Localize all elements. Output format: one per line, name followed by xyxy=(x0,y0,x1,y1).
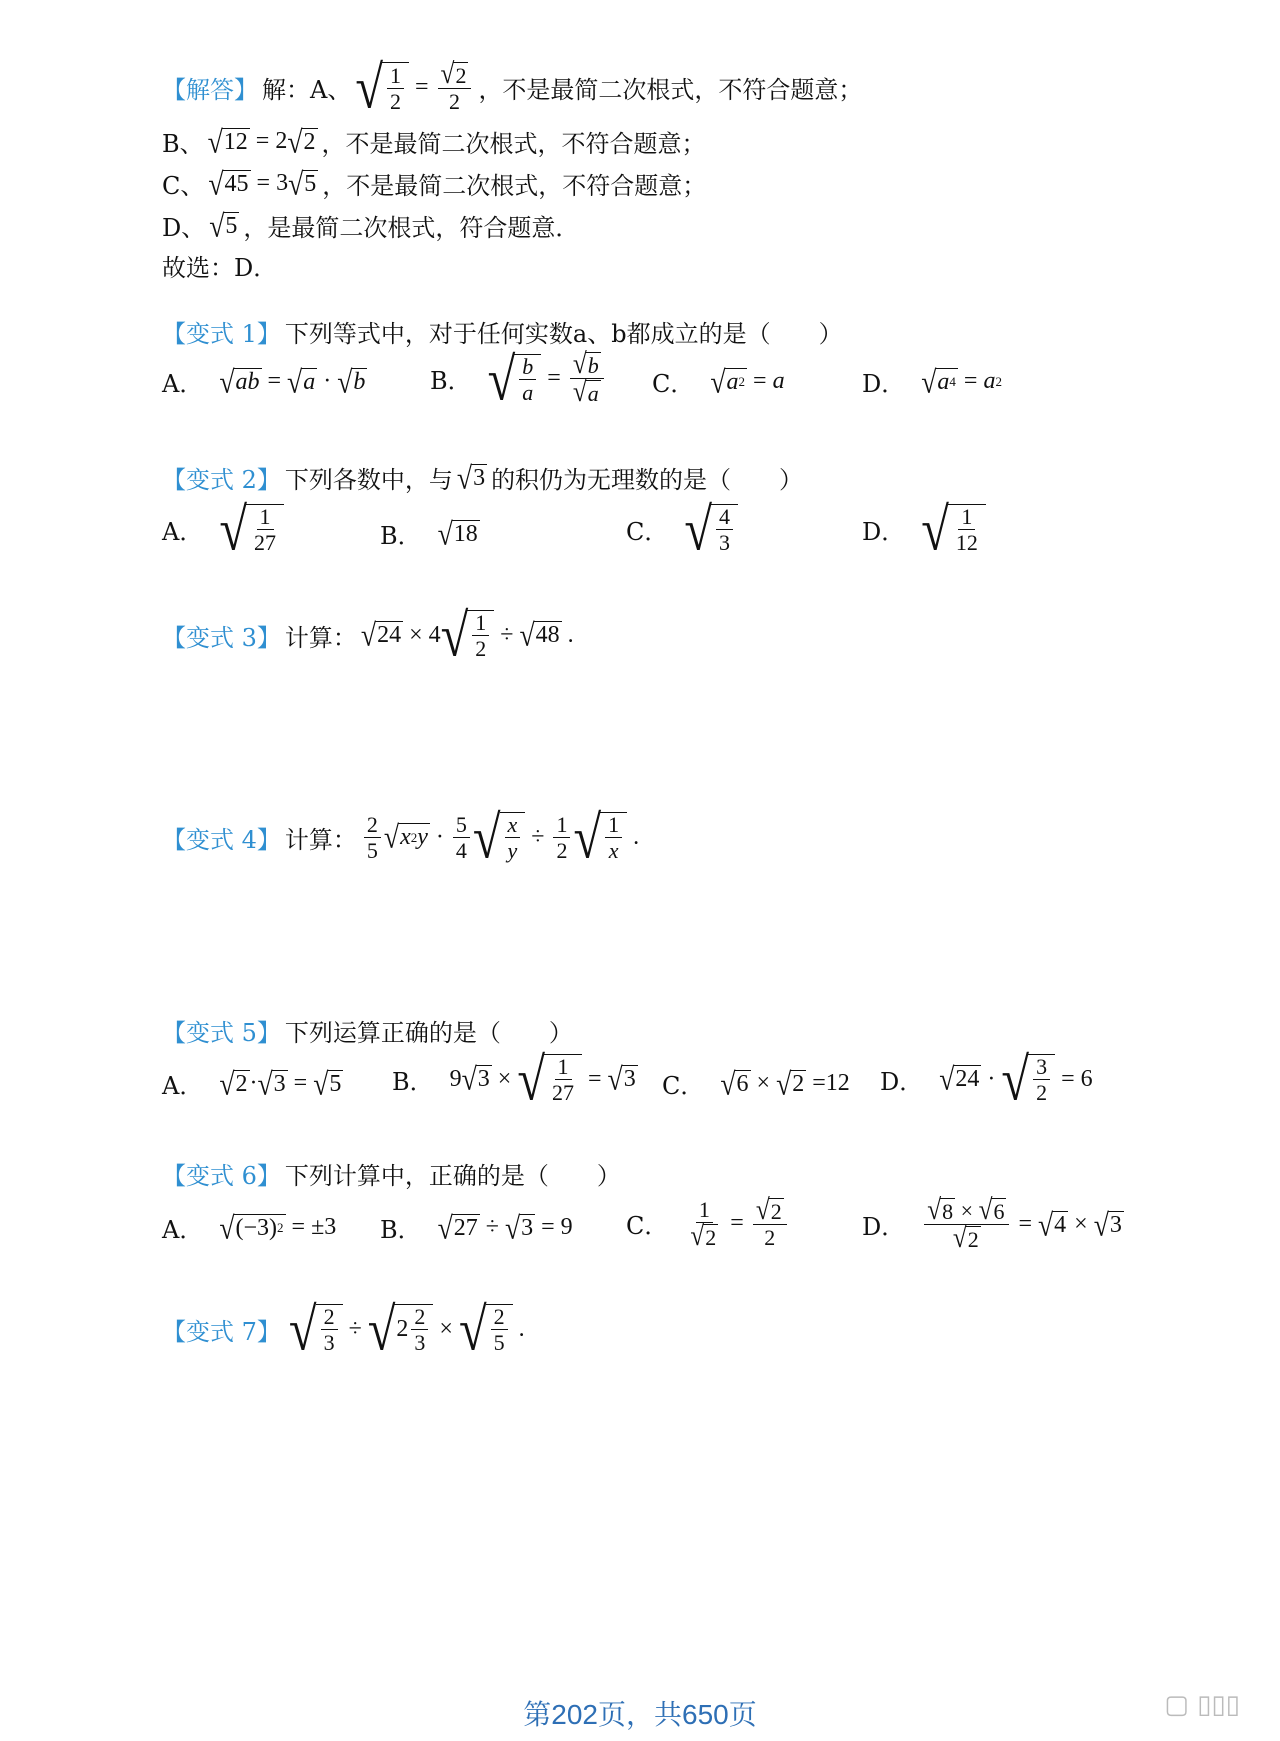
v2-tag: 【变式 2】 xyxy=(162,466,281,494)
v5-option-a[interactable] xyxy=(162,1066,347,1101)
v6-option-a-label: A． xyxy=(162,1216,204,1244)
v5-question-text: 下列运算正确的是（ ） xyxy=(284,1019,573,1047)
answer-line-a xyxy=(162,53,863,122)
v2-option-a[interactable] xyxy=(162,495,288,563)
v7-formula: √ $\frac{2}{3}$ ÷ √ 2 $\frac{2}{3}$ × √ $\frac{2}{5}$ . xyxy=(288,1295,525,1363)
answer-d-formula: √ 5 xyxy=(209,207,238,243)
v2-question-root3: √ 3 xyxy=(456,459,486,495)
v1-option-c[interactable] xyxy=(652,364,789,399)
v4-question-text: 计算： xyxy=(284,825,357,854)
answer-conclusion xyxy=(162,248,277,283)
answer-c-formula: √ 45 = 3 √ 5 xyxy=(208,165,317,201)
v6-question xyxy=(162,1156,621,1191)
answer-intro: 解： xyxy=(262,76,310,105)
page-footer: 第202页，共650页 xyxy=(523,1699,757,1730)
toolbar-icons[interactable]: ▢ ▯▯▯ xyxy=(1164,1690,1240,1720)
v1-option-c-label: C． xyxy=(652,370,695,398)
v1-option-d-label: D． xyxy=(862,370,906,398)
v2-option-b-formula: √ 18 xyxy=(437,515,478,551)
v3-question xyxy=(162,601,578,669)
v6-option-a[interactable] xyxy=(162,1210,340,1245)
v2-question xyxy=(162,460,803,495)
v2-question-post: 的积仍为无理数的是（ ） xyxy=(491,466,804,494)
v6-tag: 【变式 6】 xyxy=(162,1162,281,1190)
v5-tag: 【变式 5】 xyxy=(162,1019,281,1047)
v5-option-b-label: B． xyxy=(392,1067,434,1096)
v5-option-d-label: D． xyxy=(880,1067,924,1096)
v2-option-d-formula: √ $\frac{1}{12}$ xyxy=(921,504,986,554)
v4-tag: 【变式 4】 xyxy=(162,825,281,854)
v3-tag: 【变式 3】 xyxy=(162,623,281,652)
v6-option-b-label: B． xyxy=(380,1216,422,1244)
v5-question xyxy=(162,1013,573,1048)
v2-option-a-label: A． xyxy=(162,517,204,546)
v1-option-d-formula: √ a 4 = a 2 xyxy=(921,363,1002,399)
v6-option-c-label: C． xyxy=(626,1212,669,1241)
answer-c-label: C、 xyxy=(162,172,205,200)
v2-option-d-label: D． xyxy=(862,517,906,546)
v2-option-c[interactable] xyxy=(626,495,742,563)
v2-option-c-formula: √ $\frac{4}{3}$ xyxy=(684,504,738,554)
v6-question-text: 下列计算中，正确的是（ ） xyxy=(284,1162,621,1190)
v1-option-a-formula: √ ab = √ a · √ b xyxy=(219,363,366,399)
v1-option-b-label: B． xyxy=(430,367,472,396)
answer-c-text: ，不是最简二次根式，不符合题意； xyxy=(322,172,707,200)
v1-tag: 【变式 1】 xyxy=(162,320,281,348)
v6-option-b-formula: √ 27 ÷ √ 3 = 9 xyxy=(437,1209,573,1245)
v6-option-a-formula: √ (−3) 2 = ±3 xyxy=(219,1209,337,1245)
v6-option-c[interactable] xyxy=(626,1193,794,1253)
v2-option-d[interactable] xyxy=(862,495,990,563)
v2-question-pre: 下列各数中，与 xyxy=(284,466,453,494)
v1-question xyxy=(162,314,843,349)
v5-option-c-label: C． xyxy=(662,1072,705,1100)
v1-option-b[interactable] xyxy=(430,344,611,413)
v6-option-c-formula: 1 √ 2 = √ 2 2 xyxy=(684,1198,789,1249)
v1-option-c-formula: √ a 2 = a xyxy=(710,363,785,399)
v2-option-a-formula: √ $\frac{1}{27}$ xyxy=(219,504,284,554)
v1-option-d[interactable] xyxy=(862,364,1006,399)
answer-a-text: ，不是最简二次根式，不符合题意； xyxy=(478,76,863,105)
answer-line-c xyxy=(162,166,706,201)
v2-option-b[interactable] xyxy=(380,516,484,551)
v2-option-c-label: C． xyxy=(626,517,669,546)
v5-option-b-formula: 9 √ 3 × √ $\frac{1}{27}$ = √ 3 xyxy=(449,1045,636,1113)
v3-formula: √ 24 × 4 √ $\frac{1}{2}$ ÷ √ 48 . xyxy=(360,601,574,669)
v5-option-a-formula: √ 2 · √ 3 = √ 5 xyxy=(219,1065,342,1101)
v5-option-c[interactable] xyxy=(662,1066,854,1101)
answer-a-formula: √ $\frac{1}{2}$ = √ 2 2 xyxy=(355,62,474,113)
answer-line-b xyxy=(162,124,706,159)
v7-tag: 【变式 7】 xyxy=(162,1317,281,1346)
v6-option-d-formula: √ 8 × √ 6 √ 2 = √ 4 × √ 3 xyxy=(921,1198,1124,1252)
v1-option-a-label: A． xyxy=(162,370,204,398)
answer-b-text: ，不是最简二次根式，不符合题意； xyxy=(321,130,706,158)
answer-conclusion-text: 故选：D． xyxy=(162,254,278,282)
v3-question-text: 计算： xyxy=(284,623,357,652)
v1-option-b-formula: √ $\frac{b}{a}$ = √ b √ a xyxy=(488,352,607,406)
v5-option-d-formula: √ 24 · √ $\frac{3}{2}$ = 6 xyxy=(939,1045,1093,1113)
v5-option-a-label: A． xyxy=(162,1072,204,1100)
answer-d-text: ，是最简二次根式，符合题意． xyxy=(243,214,580,242)
v5-option-b[interactable] xyxy=(392,1045,642,1113)
v6-option-b[interactable] xyxy=(380,1210,577,1245)
answer-tag: 【解答】 xyxy=(162,76,258,105)
v7-question xyxy=(162,1295,529,1363)
answer-b-formula: √ 12 = 2 √ 2 xyxy=(207,123,316,159)
v5-option-d[interactable] xyxy=(880,1045,1097,1113)
v6-option-d-label: D． xyxy=(862,1213,906,1242)
v2-option-b-label: B． xyxy=(380,522,422,550)
v1-question-text: 下列等式中，对于任何实数a、b都成立的是（ ） xyxy=(284,320,843,348)
v5-option-c-formula: √ 6 × √ 2 =12 xyxy=(720,1065,850,1101)
answer-a-label: A、 xyxy=(310,76,352,105)
answer-line-d xyxy=(162,208,579,243)
v6-option-d[interactable] xyxy=(862,1193,1128,1255)
v1-option-a[interactable] xyxy=(162,364,371,399)
v4-question xyxy=(162,803,643,871)
v4-formula: $\frac{2}{5}$ √ x 2 y · $\frac{5}{4}$ √ $\frac{x}{y}$ ÷ $\frac{1}{2}$ √ $\frac{1}{x}$ . xyxy=(361,812,639,862)
answer-d-label: D、 xyxy=(162,214,206,242)
answer-b-label: B、 xyxy=(162,130,204,158)
